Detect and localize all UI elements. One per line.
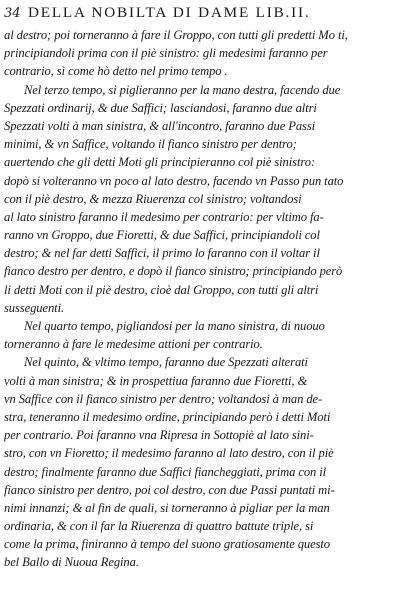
text-line: susseguenti. (4, 300, 65, 315)
text-line: auertendo che gli detti Moti gli principieranno col piè sinistro: (4, 155, 315, 170)
text-line: contrario, sì come hò detto nel primo tempo . (4, 64, 228, 79)
text-line: ranno vn Groppo, due Fioretti, & due Saffici, principiandoli col (4, 228, 320, 243)
text-line: fianco destro per dentro, e dopò il fianco sinistro; principiando però (4, 264, 343, 279)
running-title: DELLA NOBILTA DI DAME LIB.II. (28, 4, 311, 21)
text-line: principiandoli prima con il piè sinistro: gli medesimi faranno per (4, 46, 328, 61)
text-line: li detti Moti con il piè destro, cioè dal Groppo, con tutti gli altri (4, 282, 319, 297)
text-line: destro; finalmente faranno due Saffici fiancheggiati, prima con il (4, 464, 327, 479)
text-line: al destro; poi torneranno à fare il Groppo, con tutti gli predetti Mo ti, (4, 28, 348, 42)
text-line: volti à man sinistra; & in prospettiua faranno due Fioretti, & (4, 373, 308, 388)
text-line: stra, teneranno il medesimo ordine, principiando però i detti Moti (4, 409, 331, 424)
text-line: Spezzati ordinarij, & due Saffici; lasciandosi, faranno due altri (4, 100, 317, 115)
text-line: per contrario. Poi faranno vna Ripresa in Sottopiè al lato sini- (4, 428, 314, 443)
text-column (4, 4, 406, 572)
body-text (4, 26, 406, 572)
text-line: Nel quarto tempo, pigliandosi per la mano sinistra, di nuouo (24, 319, 325, 333)
text-line: vn Saffice con il fianco sinistro per dentro; voltandosi à man de- (4, 391, 323, 406)
text-line: stro, con vn Fioretto; il medesimo faranno al lato destro, con il piè (4, 446, 334, 461)
text-line: minimi, & vn Saffice, voltando il fianco sinistro per dentro; (4, 137, 297, 152)
text-line: ordinaria, & con il far la Riuerenza di quattro battute triple, si (4, 519, 314, 534)
page-number: 34 (4, 6, 21, 21)
text-line: Nel quinto, & vltimo tempo, faranno due Spezzati alterati (24, 355, 308, 370)
text-line: nimi innanzi; & al fin de quali, si torneranno à pigliar per la man (4, 500, 330, 515)
text-line: Nel terzo tempo, si piglieranno per la mano destra, facendo due (24, 82, 341, 97)
text-line: dopò si volteranno vn poco al lato destro, facendo vn Passo pun tato (4, 173, 344, 188)
text-line: con il piè destro, & mezza Riuerenza col sinistro; voltandosi (4, 191, 302, 206)
text-line: torneranno à fare le medesime attioni per contrario. (4, 337, 263, 352)
text-line: destro; & nel far detti Saffici, il primo lo faranno con il voltar il (4, 246, 320, 261)
text-line: al lato sinistro faranno il medesimo per contrario: per vltimo fa- (4, 209, 324, 224)
text-line: fianco sinistro per dentro, poi col destro, con due Passi puntati mi- (4, 482, 335, 497)
text-line: bel Ballo di Nuoua Regina. (4, 555, 139, 570)
text-line: Spezzati volti à man sinistra, & all'incontro, faranno due Passi (4, 118, 316, 133)
text-line: come la prima, finiranno à tempo del suono gratiosamente questo (4, 537, 331, 552)
running-head (4, 4, 406, 26)
